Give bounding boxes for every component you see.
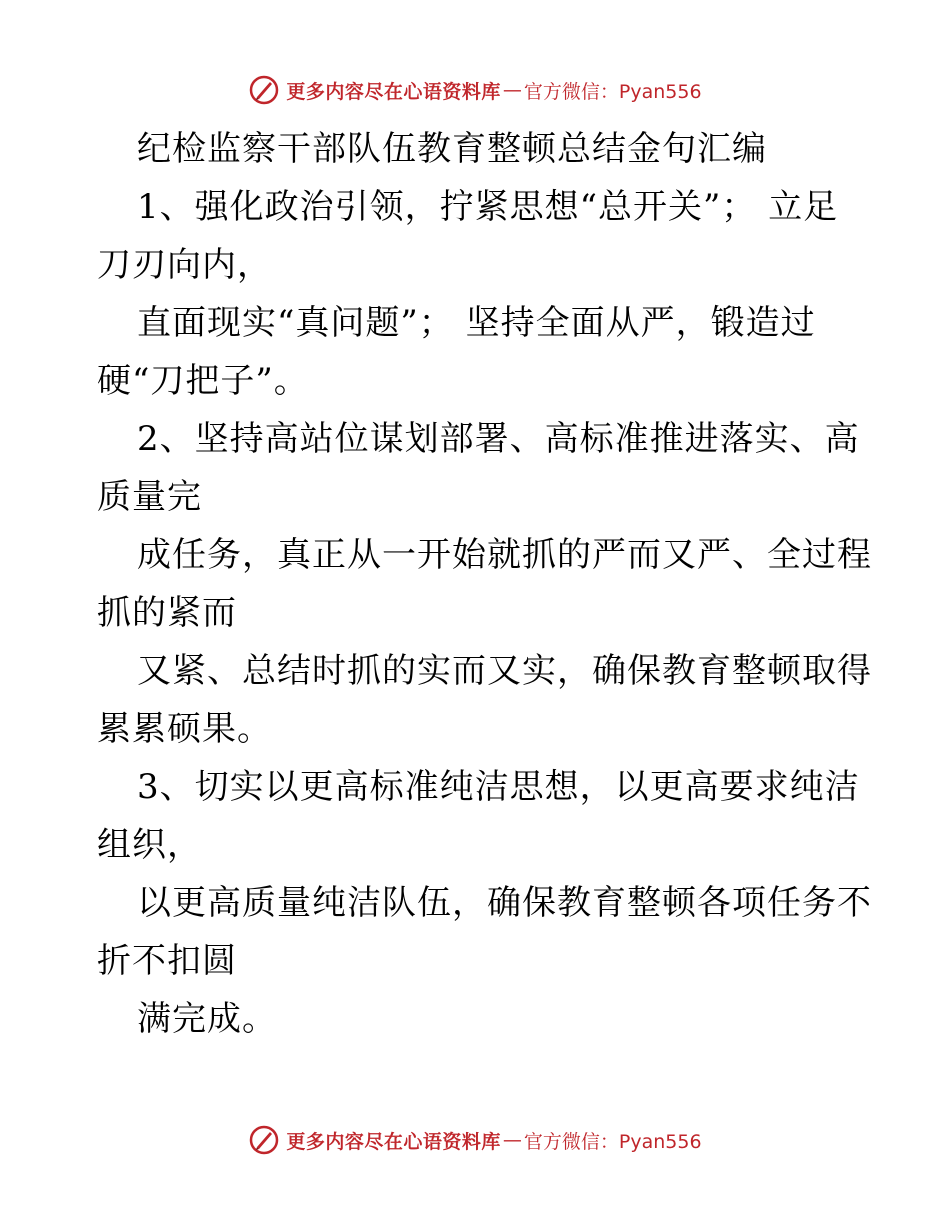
text-line: 1、强化政治引领，拧紧思想“总开关”； 立足 — [137, 187, 839, 227]
text-line: 质量完 — [97, 477, 202, 517]
document-title: 纪检监察干部队伍教育整顿总结金句汇编 — [137, 129, 767, 169]
text-line: 以更高质量纯洁队伍，确保教育整顿各项任务不 — [137, 883, 872, 923]
text-line: 成任务，真正从一开始就抓的严而又严、全过程 — [137, 535, 872, 575]
text-line: 组织， — [97, 825, 202, 865]
text-line: 3、切实以更高标准纯洁思想，以更高要求纯洁 — [137, 767, 860, 807]
banner-text: 更多内容尽在心语资料库 — [286, 80, 501, 103]
banner-wechat: 官方微信：Pyan556 — [523, 80, 702, 103]
text-line: 折不扣圆 — [97, 941, 237, 981]
text-line: 满完成。 — [137, 999, 277, 1039]
banner-text: 更多内容尽在心语资料库 — [286, 1130, 501, 1153]
quill-pen-logo-icon — [248, 1124, 280, 1156]
document-body — [97, 120, 872, 1048]
text-line: 抓的紧而 — [97, 593, 237, 633]
text-line: 刀刃向内， — [97, 245, 272, 285]
banner-separator: — — [502, 79, 522, 101]
text-line: 直面现实“真问题”； 坚持全面从严，锻造过 — [137, 303, 816, 343]
text-line: 又紧、总结时抓的实而又实，确保教育整顿取得 — [137, 651, 872, 691]
text-line: 硬“刀把子”。 — [97, 361, 309, 401]
quill-pen-logo-icon — [248, 74, 280, 106]
footer-banner — [0, 1120, 950, 1160]
banner-wechat: 官方微信：Pyan556 — [523, 1130, 702, 1153]
text-line: 累累硕果。 — [97, 709, 272, 749]
banner-separator: — — [502, 1129, 522, 1151]
text-line: 2、坚持高站位谋划部署、高标准推进落实、高 — [137, 419, 860, 459]
header-banner — [0, 70, 950, 110]
